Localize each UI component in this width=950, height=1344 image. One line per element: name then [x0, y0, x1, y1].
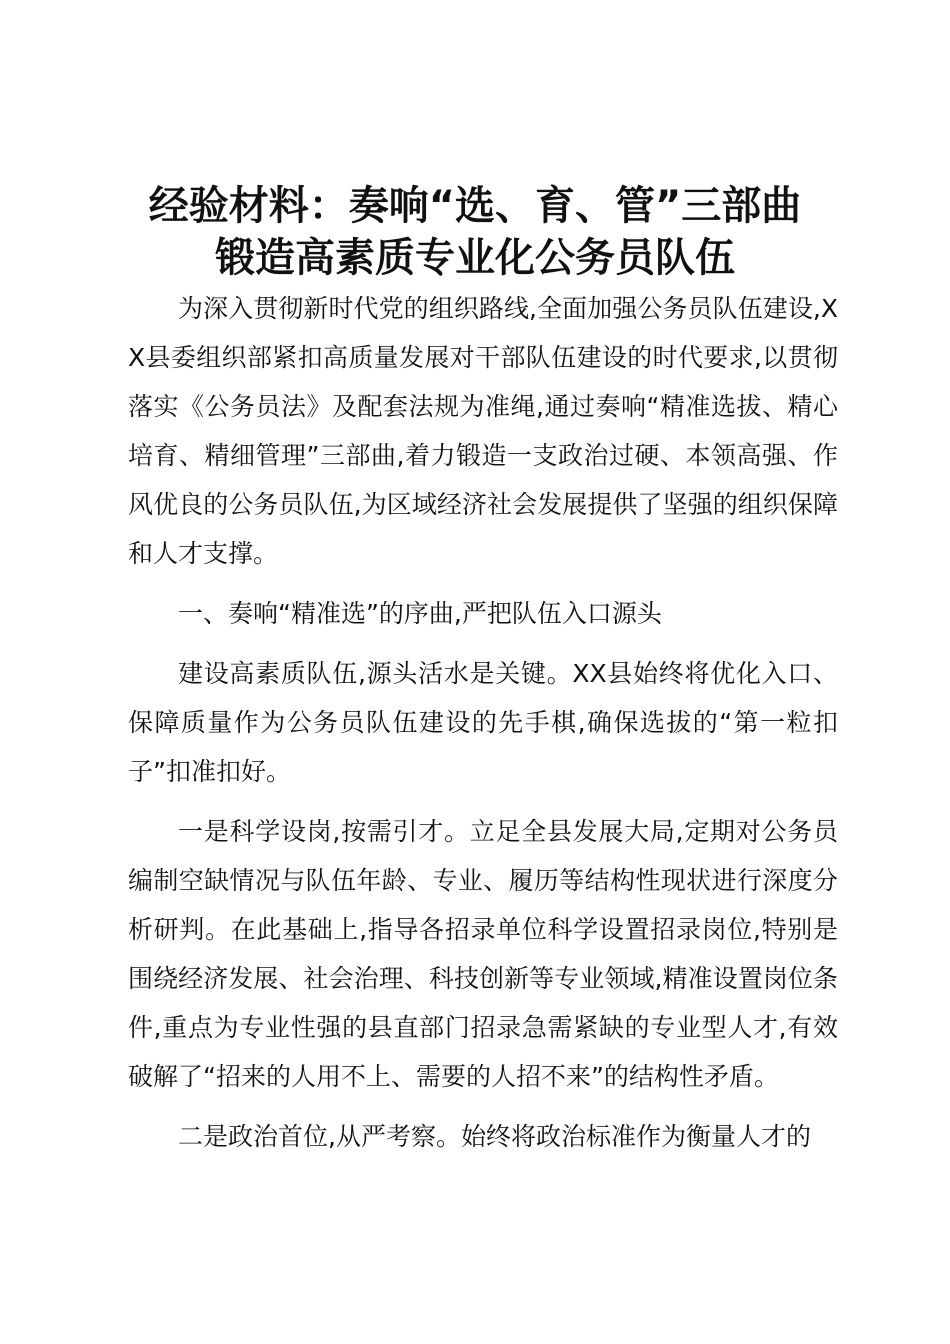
section-1-paragraph: 建设高素质队伍,源头活水是关键。XX县始终将优化入口、保障质量作为公务员队伍建设的先手棋,确保选拔的“第一粒扣子”扣准扣好。 — [128, 659, 838, 786]
title-line-1: 经验材料：奏响“选、育、管”三部曲 — [148, 183, 802, 229]
section-heading-1: 一、奏响“精准选”的序曲,严把队伍入口源头 — [178, 599, 662, 628]
point-1-paragraph: 一是科学设岗,按需引才。立足全县发展大局,定期对公务员编制空缺情况与队伍年龄、专业、履历等结构性现状进行深度分析研判。在此基础上,指导各招录单位科学设置招录岗位,特别是围绕经济发展、社会治理、科技创新等专业领域,精准设置岗位条件,重点为专业性强的县直部门招录急需紧缺的专业型人才,有效破解了“招来的人用不上、需要的人招不来”的结构性矛盾。 — [128, 817, 838, 1091]
title-line-2: 锻造高素质专业化公务员队伍 — [215, 235, 735, 281]
intro-paragraph: 为深入贯彻新时代党的组织路线,全面加强公务员队伍建设,XX县委组织部紧扣高质量发展对干部队伍建设的时代要求,以贯彻落实《公务员法》及配套法规为准绳,通过奏响“精准选拔、精心培育、精细管理”三部曲,着力锻造一支政治过硬、本领高强、作风优良的公务员队伍,为区域经济社会发展提供了坚强的组织保障和人才支撑。 — [128, 294, 838, 568]
point-2-paragraph: 二是政治首位,从严考察。始终将政治标准作为衡量人才的 — [178, 1122, 811, 1151]
document-title — [100, 180, 850, 284]
document-body — [128, 284, 838, 1172]
